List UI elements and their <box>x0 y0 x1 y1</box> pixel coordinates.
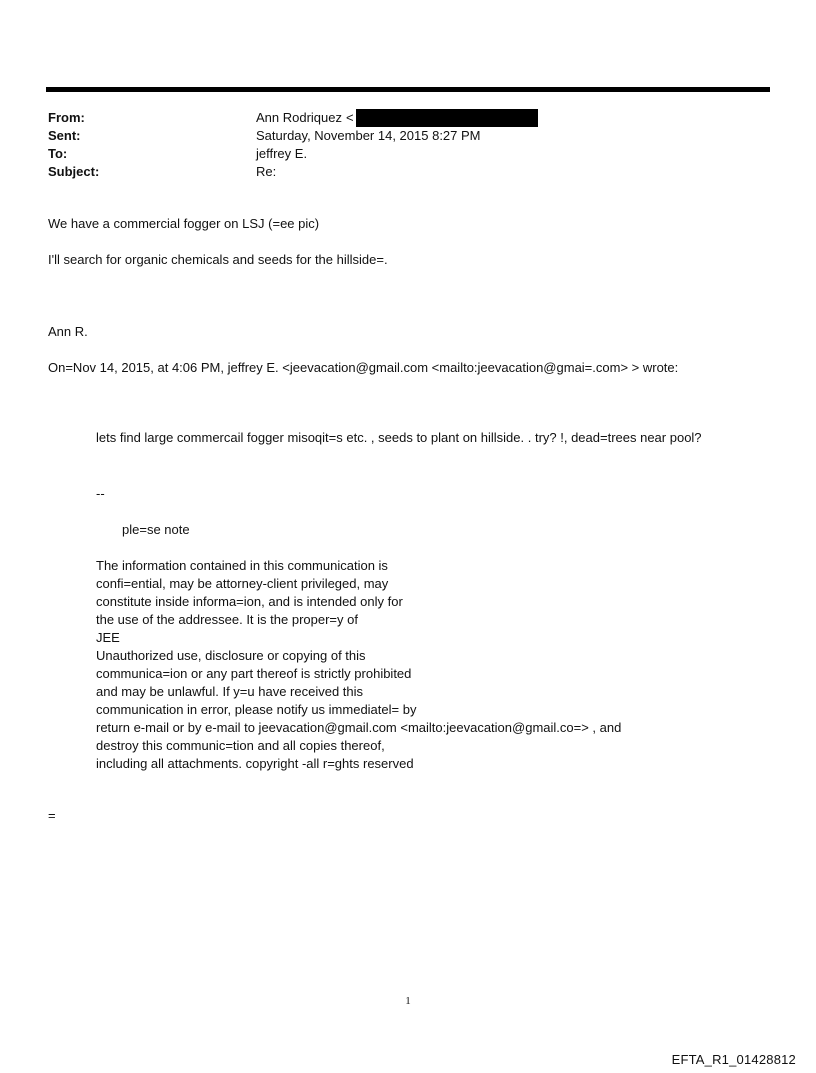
disclaimer-line: JEE <box>96 630 120 645</box>
from-value: Ann Rodriquez <box>256 110 342 125</box>
quoted-note: ple=se note <box>122 522 190 537</box>
quote-intro: On=Nov 14, 2015, at 4:06 PM, jeffrey E. <jeevacation@gmail.com <mailto:jeevacation@gmai=.com> > wrote: <box>48 360 679 375</box>
disclaimer-line: communica=ion or any part thereof is strictly prohibited <box>96 666 412 681</box>
from-row <box>48 109 538 127</box>
sent-row <box>48 127 538 145</box>
quoted-separator: -- <box>96 486 105 501</box>
subject-value: Re: <box>256 164 277 179</box>
header-rule <box>46 87 770 92</box>
body-line-1: We have a commercial fogger on LSJ (=ee pic) <box>48 216 320 231</box>
sent-label: Sent: <box>48 128 81 143</box>
disclaimer-line: The information contained in this communication is <box>96 558 388 573</box>
sent-value: Saturday, November 14, 2015 8:27 PM <box>256 128 481 143</box>
from-suffix: < <box>346 110 354 125</box>
disclaimer-line: the use of the addressee. It is the proper=y of <box>96 612 358 627</box>
page-number: 1 <box>405 995 411 1007</box>
to-row <box>48 145 538 163</box>
disclaimer-line: including all attachments. copyright -all r=ghts reserved <box>96 756 414 771</box>
redaction-block <box>356 109 538 127</box>
document-id: EFTA_R1_01428812 <box>671 1052 796 1067</box>
quoted-message: lets find large commercail fogger misoqit=s etc. , seeds to plant on hillside. . try? !, dead=trees near pool? <box>96 430 702 445</box>
email-header <box>48 109 538 181</box>
to-value: jeffrey E. <box>256 146 308 161</box>
subject-label: Subject: <box>48 164 100 179</box>
disclaimer-line: constitute inside informa=ion, and is intended only for <box>96 594 403 609</box>
disclaimer-line: and may be unlawful. If y=u have received this <box>96 684 364 699</box>
body-line-2: I'll search for organic chemicals and seeds for the hillside=. <box>48 252 388 267</box>
disclaimer-line: return e-mail or by e-mail to jeevacation@gmail.com <mailto:jeevacation@gmail.co=> , and <box>96 720 622 735</box>
signature: Ann R. <box>48 324 88 339</box>
disclaimer-line: communication in error, please notify us immediatel= by <box>96 702 417 717</box>
to-label: To: <box>48 146 68 161</box>
disclaimer-line: confi=ential, may be attorney-client privileged, may <box>96 576 389 591</box>
trailing-mark: = <box>48 808 56 823</box>
disclaimer <box>96 557 621 773</box>
from-label: From: <box>48 110 85 125</box>
disclaimer-line: Unauthorized use, disclosure or copying of this <box>96 648 366 663</box>
subject-row <box>48 163 538 181</box>
disclaimer-line: destroy this communic=tion and all copies thereof, <box>96 738 385 753</box>
